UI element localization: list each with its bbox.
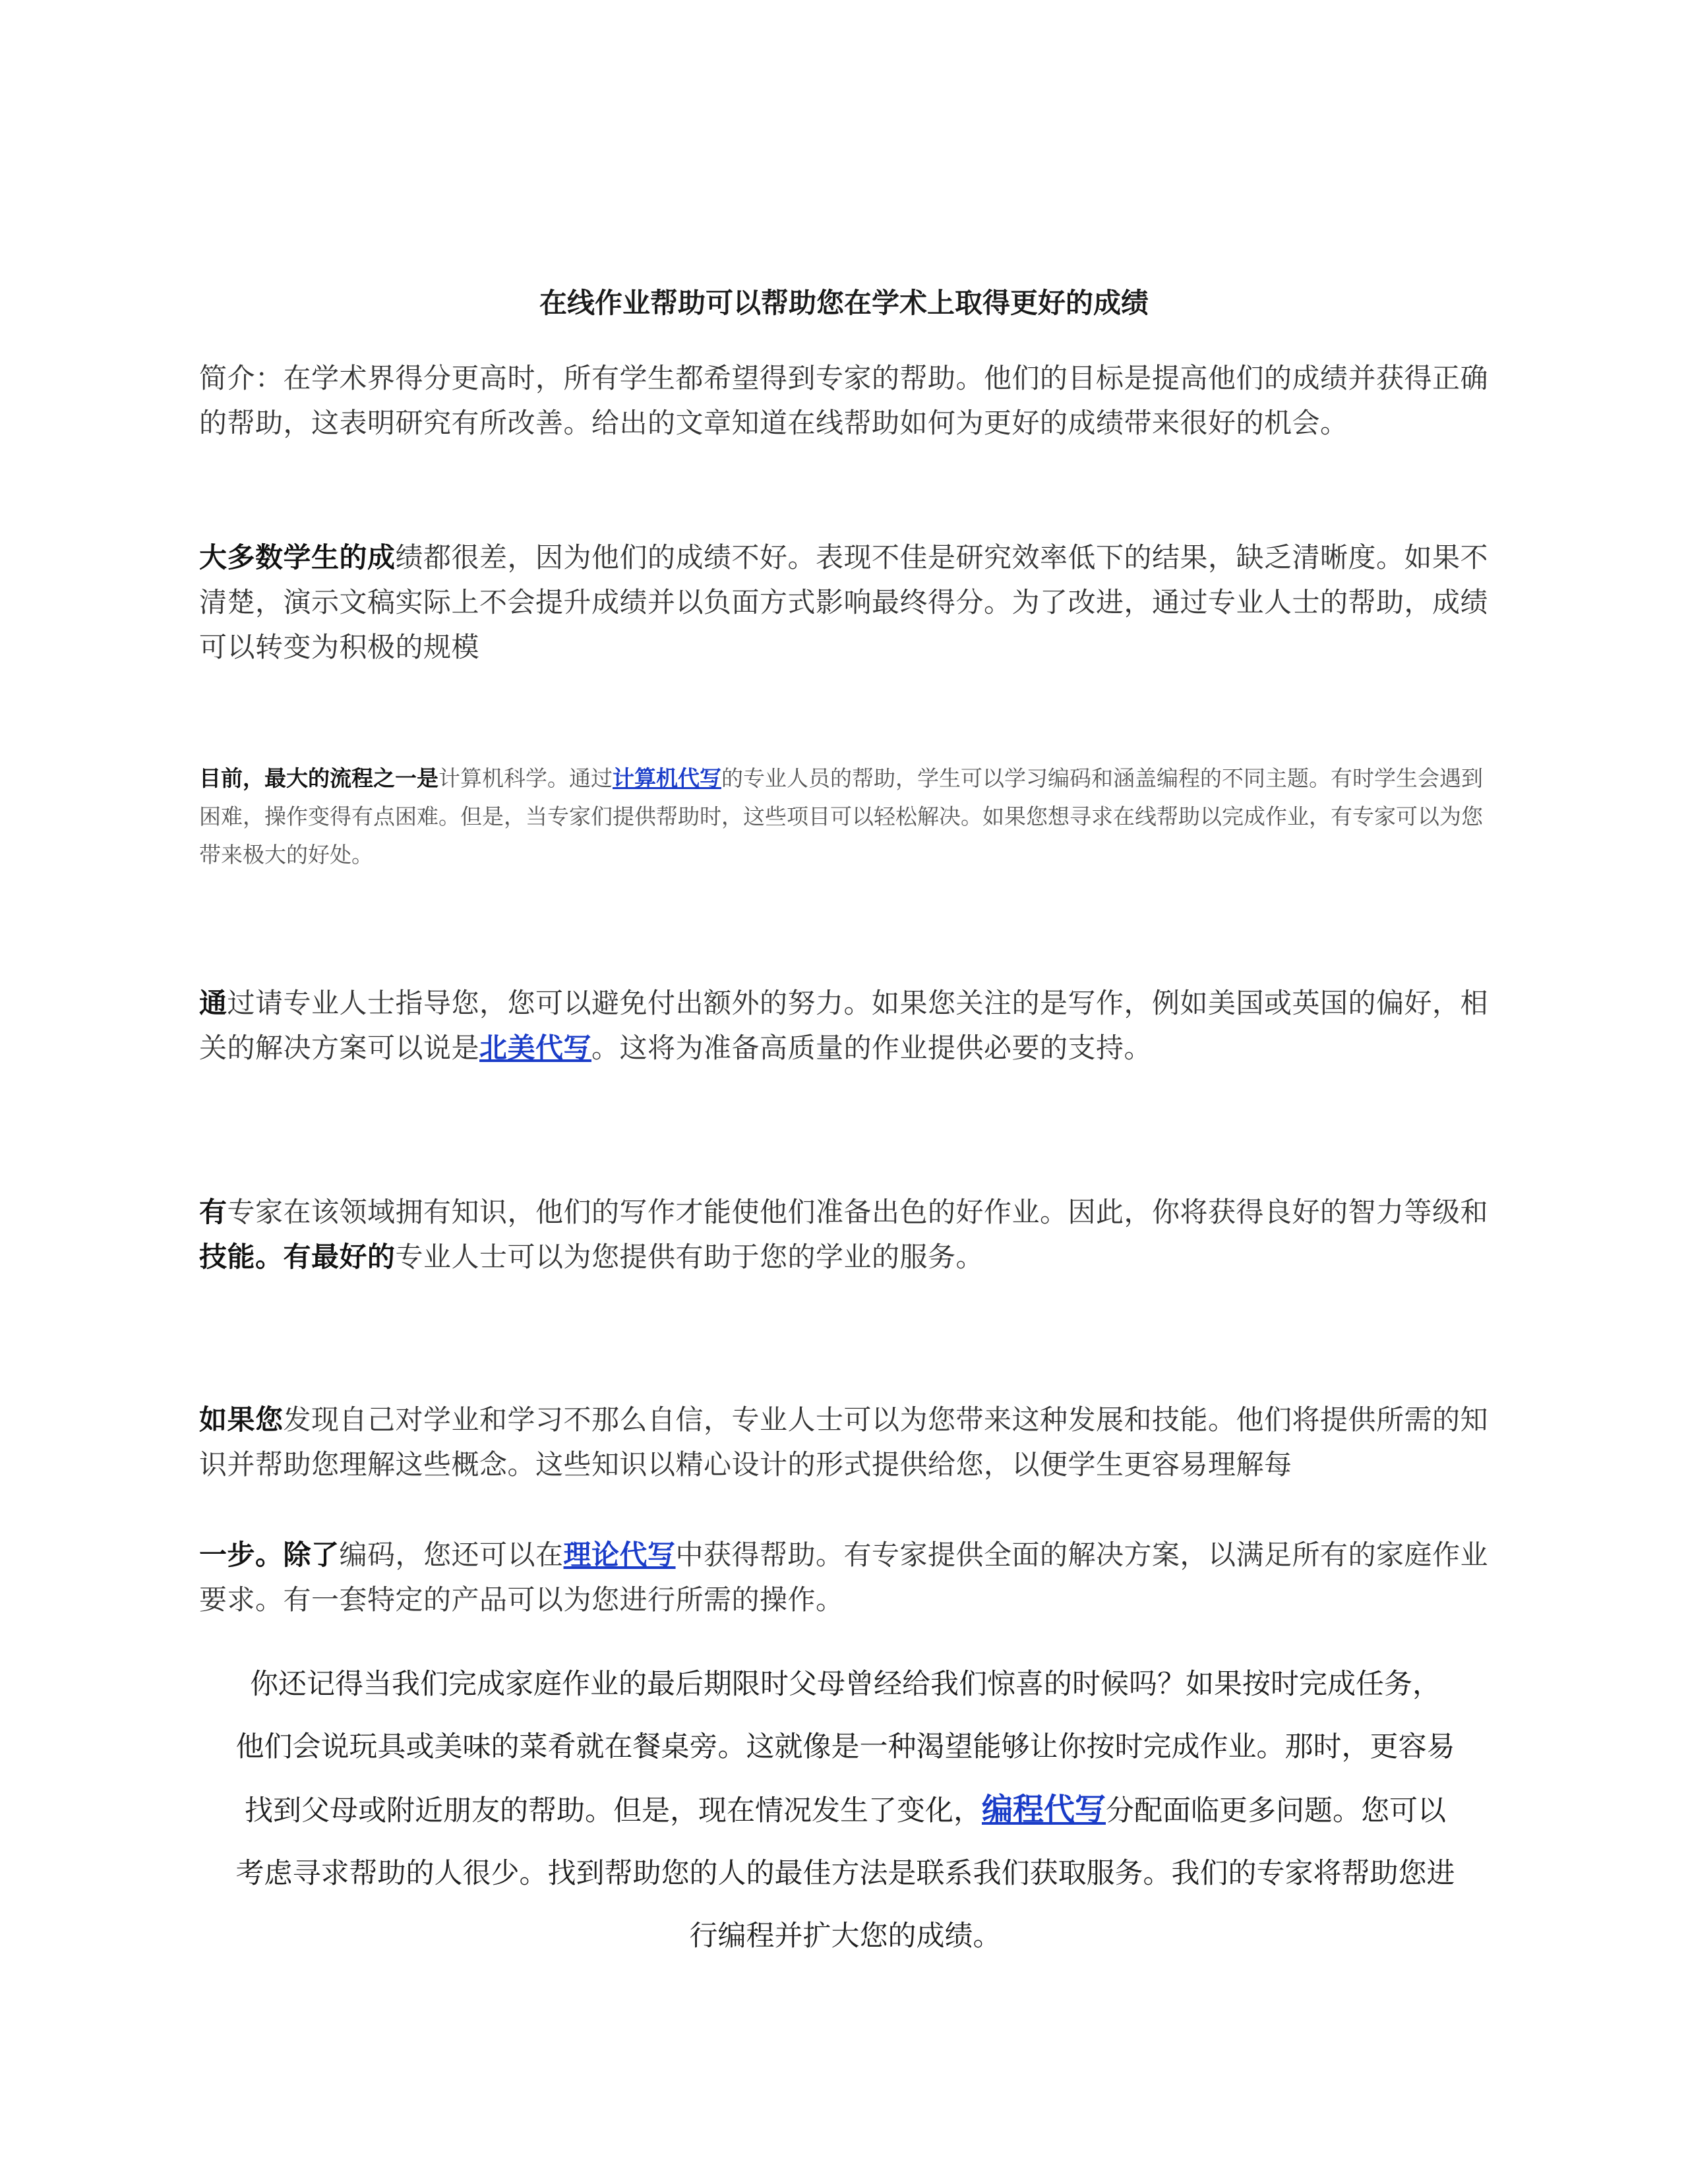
paragraph-4-text-after: 专业人士可以为您提供有助于您的学业的服务。	[395, 1241, 984, 1273]
paragraph-7	[199, 1653, 1492, 1968]
paragraph-7-line-1: 你还记得当我们完成家庭作业的最后期限时父母曾经给我们惊喜的时候吗？如果按时完成任务，	[250, 1668, 1441, 1701]
paragraph-5	[199, 1398, 1492, 1487]
paragraph-4	[199, 1190, 1492, 1280]
paragraph-7-line-3	[199, 1779, 1492, 1843]
programming-writing-link[interactable]: 编程代写	[982, 1792, 1106, 1828]
paragraph-6	[199, 1533, 1492, 1622]
paragraph-6-text-after: 中获得帮助。有专家提供全面的解决方案，以满足所有的家庭作业要求。有一套特定的产品可以为您进行所需的操作。	[199, 1539, 1489, 1616]
paragraph-7-line-3-before: 找到父母或附近朋友的帮助。但是，现在情况发生了变化，	[245, 1794, 982, 1827]
document-title: 在线作业帮助可以帮助您在学术上取得更好的成绩	[539, 287, 1149, 319]
paragraph-1-text: 绩都很差，因为他们的成绩不好。表现不佳是研究效率低下的结果，缺乏清晰度。如果不清楚，演示文稿实际上不会提升成绩并以负面方式影响最终得分。为了改进，通过专业人士的帮助，成绩可以转变为积极的规模	[199, 541, 1489, 663]
intro-paragraph	[199, 356, 1492, 446]
paragraph-1-lead: 大多数学生的成	[199, 541, 396, 574]
paragraph-7-line-2: 他们会说玩具或美味的菜肴就在餐桌旁。这就像是一种渴望能够让你按时完成作业。那时，更容易	[235, 1730, 1455, 1763]
paragraph-2-text-before: 计算机科学。通过	[438, 765, 613, 791]
paragraph-3-lead: 通	[199, 987, 227, 1019]
paragraph-6-lead: 一步。除了	[199, 1539, 340, 1571]
intro-text: 简介：在学术界得分更高时，所有学生都希望得到专家的帮助。他们的目标是提高他们的成绩并获得正确的帮助，这表明研究有所改善。给出的文章知道在线帮助如何为更好的成绩带来很好的机会。	[199, 362, 1489, 439]
paragraph-4-text-before: 专家在该领域拥有知识，他们的写作才能使他们准备出色的好作业。因此，你将获得良好的智力等级和	[227, 1196, 1489, 1228]
paragraph-5-text: 发现自己对学业和学习不那么自信，专业人士可以为您带来这种发展和技能。他们将提供所需的知识并帮助您理解这些概念。这些知识以精心设计的形式提供给您，以便学生更容易理解每	[199, 1403, 1489, 1481]
theory-writing-link[interactable]: 理论代写	[563, 1539, 676, 1571]
computer-writing-link[interactable]: 计算机代写	[613, 765, 721, 791]
paragraph-5-lead: 如果您	[199, 1403, 284, 1436]
paragraph-3-text-after: 。这将为准备高质量的作业提供必要的支持。	[591, 1032, 1153, 1064]
paragraph-2-text-after: 的专业人员的帮助，学生可以学习编码和涵盖编程的不同主题。有时学生会遇到困难，操作变得有点困难。但是，当专家们提供帮助时，这些项目可以轻松解决。如果您想寻求在线帮助以完成作业，有专家可以为您带来极大的好处。	[199, 765, 1483, 868]
paragraph-2-lead: 目前，最大的流程之一是	[199, 765, 438, 791]
north-america-writing-link[interactable]: 北美代写	[479, 1032, 592, 1064]
paragraph-7-line-4: 考虑寻求帮助的人很少。找到帮助您的人的最佳方法是联系我们获取服务。我们的专家将帮助您进	[235, 1857, 1455, 1890]
paragraph-7-line-3-after: 分配面临更多问题。您可以	[1106, 1794, 1446, 1827]
paragraph-6-text-before: 编码，您还可以在	[339, 1539, 564, 1571]
paragraph-7-line-5: 行编程并扩大您的成绩。	[689, 1920, 1002, 1953]
paragraph-1	[199, 535, 1492, 670]
paragraph-4-lead: 有	[199, 1196, 227, 1228]
paragraph-4-bold-mid: 技能。有最好的	[199, 1241, 396, 1273]
paragraph-3-text-before: 过请专业人士指导您，您可以避免付出额外的努力。如果您关注的是写作，例如美国或英国的偏好，相关的解决方案可以说是	[199, 987, 1489, 1064]
paragraph-3	[199, 981, 1492, 1071]
paragraph-2	[199, 759, 1492, 874]
